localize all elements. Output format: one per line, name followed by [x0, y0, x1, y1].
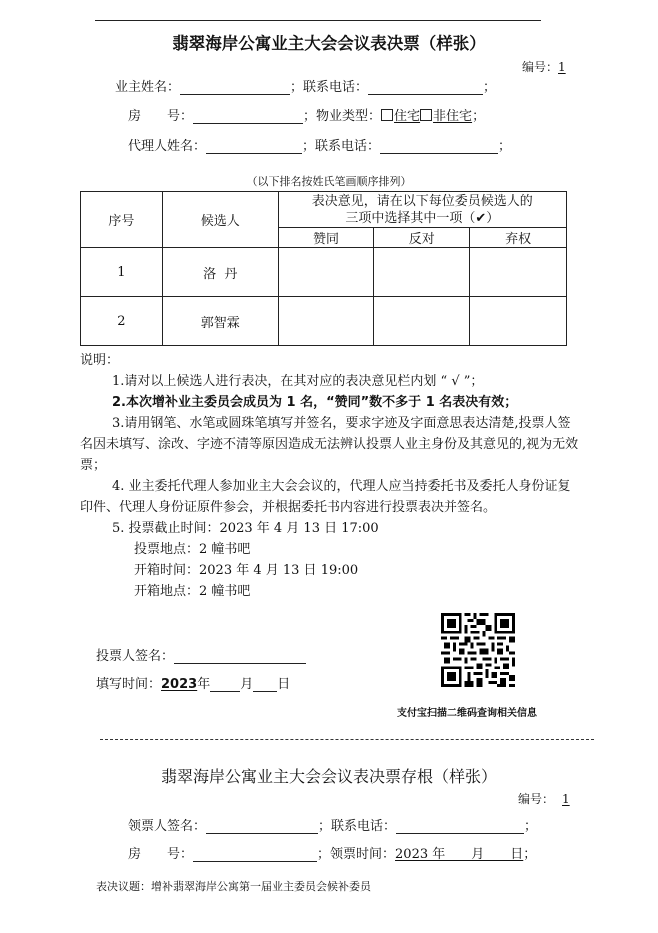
row-no: 1	[81, 248, 163, 297]
voter-signature-field[interactable]	[174, 648, 306, 664]
room-row: 房 号： ；物业类型： 住宅 非住宅；	[128, 109, 486, 124]
header-oppose: 反对	[374, 228, 470, 248]
stub-room-field[interactable]	[193, 846, 317, 862]
header-no: 序号	[81, 192, 163, 248]
agree-cell[interactable]	[278, 297, 374, 346]
receiver-sign-label: 领票人签名：	[128, 819, 207, 834]
abstain-cell[interactable]	[470, 248, 567, 297]
notes	[80, 350, 580, 602]
stub-number: 编号： 1	[518, 792, 570, 806]
row-candidate: 洛 丹	[162, 248, 278, 297]
table-caption: （以下排名按姓氏笔画顺序排列）	[246, 175, 412, 188]
stub-phone-label: ；联系电话：	[318, 819, 397, 834]
note-1: 1.请对以上候选人进行表决，在其对应的表决意见栏内划 “ √ ”；	[112, 374, 484, 389]
note-3: 3.请用钢笔、水笔或圆珠笔填写并签名，要求字迹及字面意思表达清楚,投票人签名因未填写、涂改、字迹不清等原因造成无法辨认投票人业主身份及其意见的,视为无效票；	[80, 416, 579, 473]
note-5-open-place: 开箱地点：2 幢书吧	[134, 584, 251, 599]
residential-checkbox[interactable]	[381, 109, 393, 121]
vote-table	[80, 191, 567, 346]
qr-caption: 支付宝扫描二维码查询相关信息	[397, 708, 537, 719]
residential-label: 住宅	[394, 109, 421, 124]
oppose-cell[interactable]	[374, 248, 470, 297]
table-row	[81, 248, 567, 297]
qr-code-icon	[441, 613, 515, 687]
receiver-sign-field[interactable]	[206, 818, 318, 834]
room-field[interactable]	[193, 108, 303, 124]
header-agree: 赞同	[278, 228, 374, 248]
agent-row: 代理人姓名： ；联系电话： ；	[128, 139, 512, 154]
owner-name-label: 业主姓名：	[115, 80, 181, 95]
note-2: 2.本次增补业主委员会成员为 1 名，“赞同”数不多于 1 名表决有效；	[112, 395, 518, 410]
voter-signature-label: 投票人签名：	[96, 649, 175, 664]
voter-signature-row	[96, 645, 306, 664]
note-5-deadline: 5. 投票截止时间：2023 年 4 月 13 日 17:00	[112, 521, 379, 536]
note-4: 4. 业主委托代理人参加业主大会会议的，代理人应当持委托书及委托人身份证复印件、代理人身份证原件参会，并根据委托书内容进行投票表决并签名。	[80, 479, 571, 515]
ballot-title: 翡翠海岸公寓业主大会会议表决票（样张）	[172, 34, 486, 53]
abstain-cell[interactable]	[470, 297, 567, 346]
agree-cell[interactable]	[278, 248, 374, 297]
note-5-open-time: 开箱时间：2023 年 4 月 13 日 19:00	[134, 563, 359, 578]
owner-phone-label: ；联系电话：	[290, 80, 369, 95]
table-row	[81, 297, 567, 346]
header-opinion: 表决意见，请在以下每位委员候选人的 三项中选择其中一项（✔）	[278, 192, 566, 228]
top-rule	[95, 20, 541, 21]
row-candidate: 郭智霖	[162, 297, 278, 346]
agent-name-label: 代理人姓名：	[128, 139, 207, 154]
stub-receiver-row: 领票人签名： ；联系电话： ；	[128, 819, 538, 834]
header-abstain: 弃权	[470, 228, 567, 248]
stub-phone-field[interactable]	[396, 818, 524, 834]
fill-day-field[interactable]	[253, 676, 277, 692]
fill-year: 2023	[161, 677, 198, 692]
receive-time-value: 2023 年 月 日	[395, 847, 524, 862]
agent-name-field[interactable]	[206, 138, 302, 154]
owner-name-field[interactable]	[180, 79, 290, 95]
notes-heading: 说明：	[80, 353, 120, 368]
stub-room-row: 房 号： ；领票时间：2023 年 月 日；	[128, 847, 537, 862]
agent-phone-label: ；联系电话：	[302, 139, 381, 154]
fill-time-row: 填写时间：2023年 月 日	[96, 677, 291, 692]
stub-agenda: 表决议题：增补翡翠海岸公寓第一届业主委员会候补委员	[96, 880, 371, 893]
owner-phone-field[interactable]	[368, 79, 483, 95]
room-label: 房 号：	[128, 109, 194, 124]
owner-row: 业主姓名： ；联系电话： ；	[115, 80, 497, 95]
tear-off-line	[100, 739, 594, 740]
fill-month-field[interactable]	[210, 676, 240, 692]
oppose-cell[interactable]	[374, 297, 470, 346]
property-type-label: ；物业类型：	[303, 109, 382, 124]
receive-time-label: ；领票时间：	[317, 847, 396, 862]
stub-room-label: 房 号：	[128, 847, 194, 862]
stub-title: 翡翠海岸公寓业主大会会议表决票存根（样张）	[160, 767, 497, 786]
agent-phone-field[interactable]	[380, 138, 498, 154]
row-no: 2	[81, 297, 163, 346]
note-5-vote-place: 投票地点：2 幢书吧	[134, 542, 251, 557]
fill-time-label: 填写时间：	[96, 677, 162, 692]
ballot-number-value: 1	[558, 60, 566, 74]
nonresidential-label: 非住宅	[433, 109, 473, 124]
ballot-number: 编号：1	[522, 60, 566, 74]
stub-number-value: 1	[562, 792, 570, 806]
header-candidate: 候选人	[162, 192, 278, 248]
nonresidential-checkbox[interactable]	[420, 109, 432, 121]
